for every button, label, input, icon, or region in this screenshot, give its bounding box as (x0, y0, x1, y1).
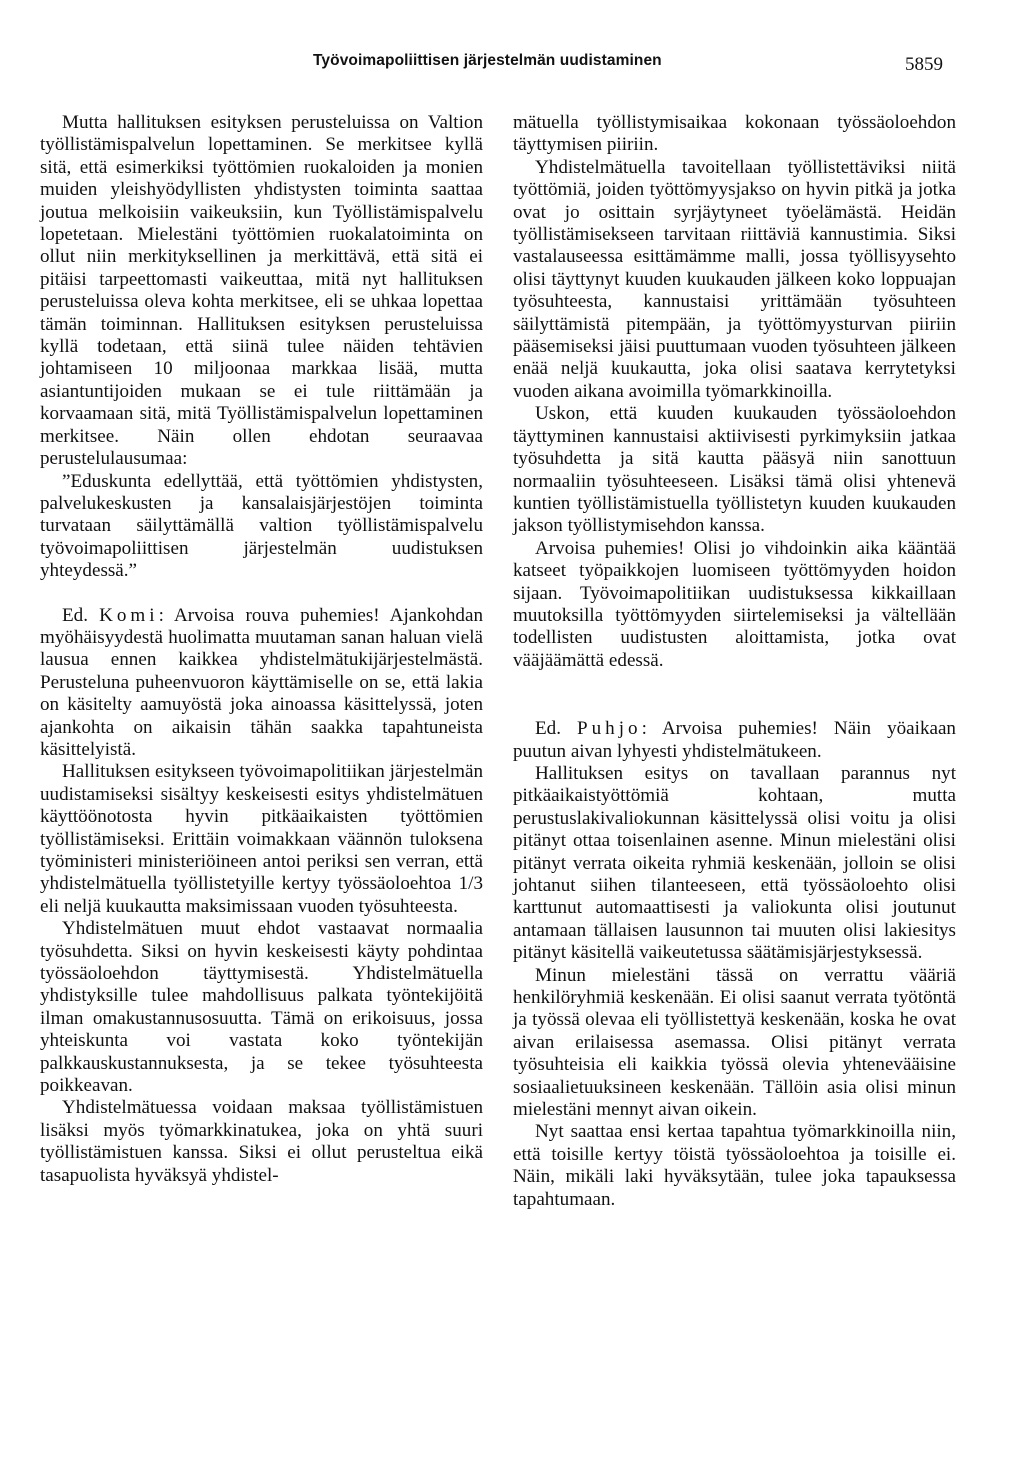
quoted-motion: ”Eduskunta edellyttää, että työttömien yhdistysten, palvelukeskusten ja kansalaisjärjestöjen toiminta turvataan säilyttämällä valtion työllistämispalvelu työvoimapoliittisen järjestelmän uudistuksen yhteydessä.” (40, 470, 483, 582)
speaker-paragraph (40, 605, 483, 762)
running-title: Työvoimapoliittisen järjestelmän uudistaminen (313, 52, 662, 69)
left-column (40, 112, 483, 1187)
speaker-prefix: Ed. (535, 718, 561, 740)
paragraph: mätuella työllistymisaikaa kokonaan työssäoloehdon täyttymisen piiriin. (513, 112, 956, 156)
paragraph: Minun mielestäni tässä on verrattu vääriä henkilöryhmiä keskenään. Ei olisi saanut verrata työtöntä ja työssä olevaa eli työllistettyä keskenään, koska he ovat aivan erilaisessa asemassa. Olisi pitänyt verrata työsuhteisia eli kaikkia työssä olevia yhtenevääisine sosiaalietuuksineen keskenään. Tällöin asia olisi minun mielestäni mennyt aivan oikein. (513, 964, 956, 1121)
paragraph: Yhdistelmätuessa voidaan maksaa työllistämistuen lisäksi myös työmarkkinatukea, joka on yhtä suuri työllistämistuen kanssa. Siksi ei ollut perusteltua eikä tasapuolista hyväksyä yhdistel- (40, 1097, 483, 1186)
right-column (513, 112, 956, 1211)
paragraph: Yhdistelmätuen muut ehdot vastaavat normaalia työsuhdetta. Siksi on hyvin keskeisesti käyty pohdintaa työssäoloehdon täyttymisestä. Yhdistelmätuella yhdistyksille tulee mahdollisuus palkata työntekijöitä ilman omakustannusosuutta. Tämä on erikoisuus, jossa yhteiskunta voi vastata koko työntekijän palkkauskustannuksesta, ja se tekee työsuhteesta poikkeavan. (40, 918, 483, 1097)
speaker-paragraph (513, 718, 956, 763)
page-number: 5859 (905, 54, 943, 75)
speaker-prefix: Ed. (62, 604, 88, 626)
speech-text: : Arvoisa rouva puhemies! Ajankohdan myöhäisyydestä huolimatta muutaman sanan haluan vielä lausua ennen kaikkea yhdistelmätukijärjestelmästä. Perusteluna puheenvuoron käyttämiselle on se, että lakia on käsitelty aamuyöstä joka ainoassa käsittelyssä, joten ajankohta on aikaisin tähän saakka tapahtuneista käsittelyistä. (40, 604, 483, 760)
paragraph: Nyt saattaa ensi kertaa tapahtua työmarkkinoilla niin, että toisille kertyy töistä työssäoloehtoa ja toisille ei. Näin, mikäli laki hyväksytään, tulee joka tapauksessa tapahtumaan. (513, 1121, 956, 1210)
speaker-name: Puhjo (577, 718, 642, 740)
paragraph: Arvoisa puhemies! Olisi jo vihdoinkin aika kääntää katseet työpaikkojen luomiseen työttömyyden hoidon sijaan. Työvoimapolitiikan uudistuksessa kikkaillaan muutoksilla työttömyyden siirtelemiseksi ja vältellään todellisten uudistusten aloittamista, jotka ovat vääjäämättä edessä. (513, 537, 956, 671)
paragraph: Uskon, että kuuden kuukauden työssäoloehdon täyttyminen kannustaisi aktiivisesti pyrkimyksiin jatkaa työsuhdetta ja sitä kautta pääsyä niin sanottuun normaaliin työsuhteeseen. Lisäksi tämä olisi yhtenevä kuntien työllistämistuella työllistetyn kuuden kuukauden jakson työllistymisehdon kanssa. (513, 403, 956, 537)
speech-text: : Arvoisa puhemies! Näin yöaikaan puutun aivan lyhyesti yhdistelmätukeen. (513, 718, 956, 762)
paragraph: Hallituksen esitys on tavallaan parannus nyt pitkäaikaistyöttömiä kohtaan, mutta perustuslakivaliokunnan käsittelyssä olisi voitu ja olisi pitänyt ottaa toisenlainen asenne. Minun mielestäni olisi pitänyt verrata oikeita ryhmiä keskenään, jolloin se olisi johtanut siihen tilanteeseen, että työssäoloehto olisi karttunut automaattisesti ja valiokunta olisi joutunut antamaan tällaisen lausunnon tai muuten olisi lakiesitys pitänyt käsitellä vaikeutetussa säätämisjärjestyksessä. (513, 762, 956, 964)
speaker-name: Komi (99, 604, 159, 626)
paragraph: Mutta hallituksen esityksen perusteluissa on Valtion työllistämispalvelun lopettaminen. Se merkitsee kyllä sitä, että esimerkiksi työttömien ruokaloiden ja monien muiden yleishyödyllisten yhdistysten toiminta saattaa joutua melkoisiin vaikeuksiin, kun Työllistämispalvelu lopetetaan. Mielestäni työttömien ruokalatoiminta on ollut niin merkityksellinen ja merkittävä, että sitä ei pitäisi tarpeettomasti vaikeuttaa, mitä nyt hallituksen perusteluissa oleva kohta merkitsee, eli se uhkaa lopettaa tämän toiminnan. Hallituksen esityksen perusteluissa kyllä todetaan, että siinä tulee näiden tehtävien johtamiseen 10 miljoonaa markkaa lisää, mutta asiantuntijoiden mukaan se ei tule riittämään ja korvaamaan sitä, mitä Työllistämispalvelun lopettaminen merkitsee. Näin ollen ehdotan seuraavaa perustelulausumaa: (40, 112, 483, 470)
page-header (0, 52, 1024, 82)
paragraph: Hallituksen esitykseen työvoimapolitiikan järjestelmän uudistamiseksi sisältyy keskeisesti esitys yhdistelmätuen käyttöönotosta hyvin pitkäaikaisten työttömien työllistämiseksi. Erittäin voimakkaan väännön tuloksena työministeri ministeriöineen antoi periksi sen verran, että yhdistelmätuella työllistetyille kertyy työssäoloehtoa 1/3 eli neljä kuukautta maksimissaan vuoden työsuhteesta. (40, 761, 483, 917)
paragraph: Yhdistelmätuella tavoitellaan työllistettäviksi niitä työttömiä, joiden työttömyysjakso on hyvin pitkä ja jotka ovat jo osittain syrjäytyneet työelämästä. Heidän työllistämisekseen tarvitaan riittäviä kannustimia. Siksi vastalauseessa esittämämme malli, jossa työllisyysehto olisi täyttynyt kuuden kuukauden jälkeen koko loppuajan työsuhteesta, kannustaisi yrittämään työsuhteen säilyttämistä pitempään, ja työttömyysturvan piiriin pääsemiseksi jäisi puuttumaan vuoden työsuhteen jälkeen enää neljä kuukautta, joka olisi saatava kerrytetyksi vuoden aikana avoimilla työmarkkinoilla. (513, 156, 956, 402)
